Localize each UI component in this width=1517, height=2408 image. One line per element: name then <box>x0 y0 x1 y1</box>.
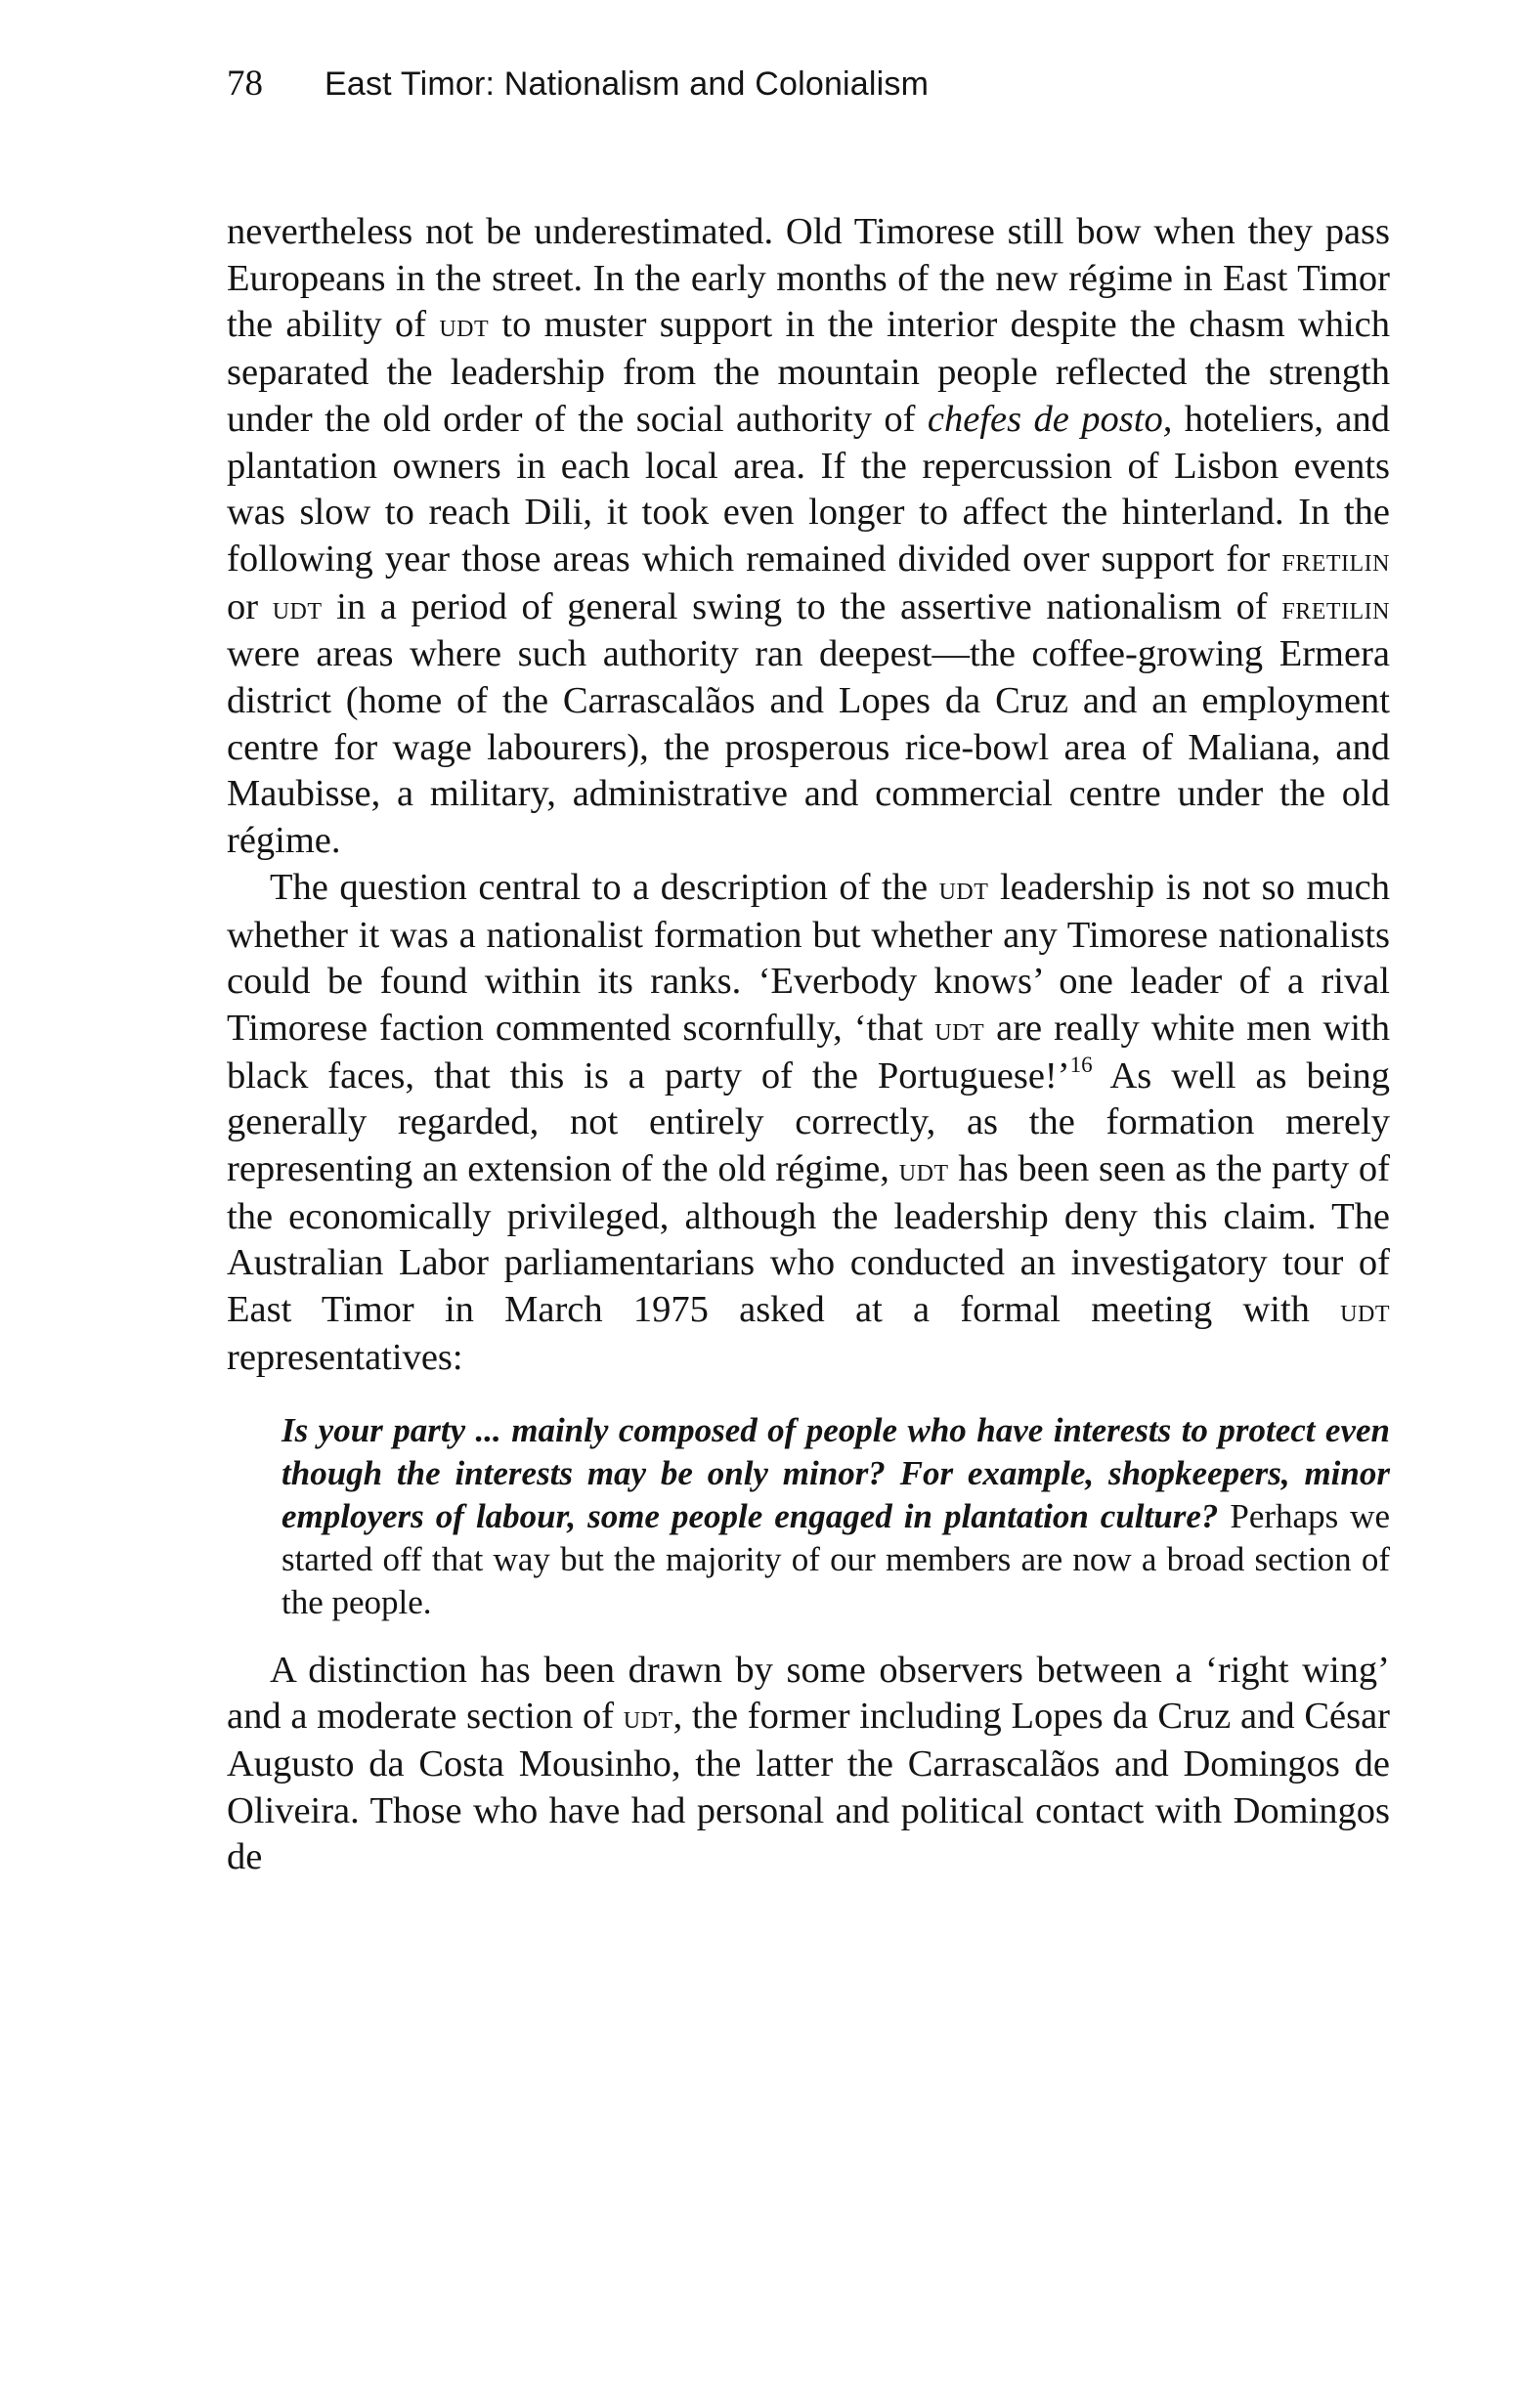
acronym-fretilin: fretilin <box>1281 540 1390 579</box>
block-quote <box>282 1409 1390 1624</box>
text-run: are really white men with black faces, that this is a party of the Portuguese!’ <box>227 1007 1390 1096</box>
text-run: nevertheless not be underestimated. Old Timorese still bow when they pass Europeans in the street. In the early months of the new régime in East Timor the ability of <box>227 211 1390 346</box>
acronym-udt: udt <box>1340 1292 1390 1330</box>
text-run: A distinction has been drawn by some observers between a ‘right wing’ and a moderate section of <box>227 1649 1390 1738</box>
quote-answer: Perhaps we started off that way but the majority of our members are now a broad section of the people. <box>282 1496 1390 1621</box>
book-page <box>227 61 1390 1881</box>
paragraph-2 <box>227 865 1390 1382</box>
acronym-fretilin: fretilin <box>1281 588 1390 626</box>
text-run: to muster support in the interior despite the chasm which separated the leadership from the mountain people reflected the strength under the old order of the social authority of <box>227 304 1391 440</box>
text-run: or <box>227 585 273 627</box>
text-run: has been seen as the party of the economically privileged, although the leadership deny this claim. The Australian Labor parliamentarians who conducted an investigatory tour of East Timor in March 1975 asked at a formal meeting with <box>227 1148 1390 1331</box>
acronym-udt: udt <box>439 307 490 345</box>
paragraph-1 <box>227 209 1390 865</box>
body-text <box>227 209 1390 1881</box>
acronym-udt: udt <box>938 869 989 907</box>
quote-question: Is your party ... mainly composed of people who have interests to protect even though the interests may be only minor? For example, shopkeepers, minor employers of labour, some people engaged in plantation culture? <box>282 1410 1390 1535</box>
text-run: , the former including Lopes da Cruz and César Augusto da Costa Mousinho, the latter the Carrascalãos and Domingos de Oliveira. Those who have had personal and political contact with Domingos de <box>227 1696 1390 1878</box>
acronym-udt: udt <box>272 588 323 626</box>
text-run: representatives: <box>227 1336 463 1378</box>
text-run: leadership is not so much whether it was a nationalist formation but whether any Timorese nationalists could be found within its ranks. ‘Everbody knows’ one leader of a rival Timorese faction commented scornfully, ‘that <box>227 866 1390 1049</box>
italic-term: chefes de posto, <box>927 398 1173 440</box>
acronym-udt: udt <box>898 1151 949 1189</box>
paragraph-3 <box>227 1648 1390 1882</box>
text-run: hoteliers, and plantation owners in each local area. If the repercussion of Lisbon events was slow to reach Dili, it took even longer to affect the hinterland. In the following year those areas which remained divided over support for <box>227 398 1390 580</box>
text-run: were areas where such authority ran deepest—the coffee-growing Ermera district (home of the Carrascalãos and Lopes da Cruz and an employment centre for wage labourers), the prosperous rice-bowl area of Maliana, and Maubisse, a military, administrative and commercial centre under the old régime. <box>227 633 1390 862</box>
acronym-udt: udt <box>934 1010 985 1048</box>
footnote-ref: 16 <box>1069 1051 1093 1077</box>
page-header <box>227 61 1390 108</box>
text-run: As well as being generally regarded, not entirely correctly, as the formation merely representing an extension of the old régime, <box>227 1054 1390 1190</box>
acronym-udt: udt <box>623 1698 673 1737</box>
text-run: in a period of general swing to the assertive nationalism of <box>322 585 1282 627</box>
page-number: 78 <box>227 64 263 104</box>
text-run: The question central to a description of the <box>270 866 939 908</box>
running-title: East Timor: Nationalism and Colonialism <box>325 65 930 103</box>
